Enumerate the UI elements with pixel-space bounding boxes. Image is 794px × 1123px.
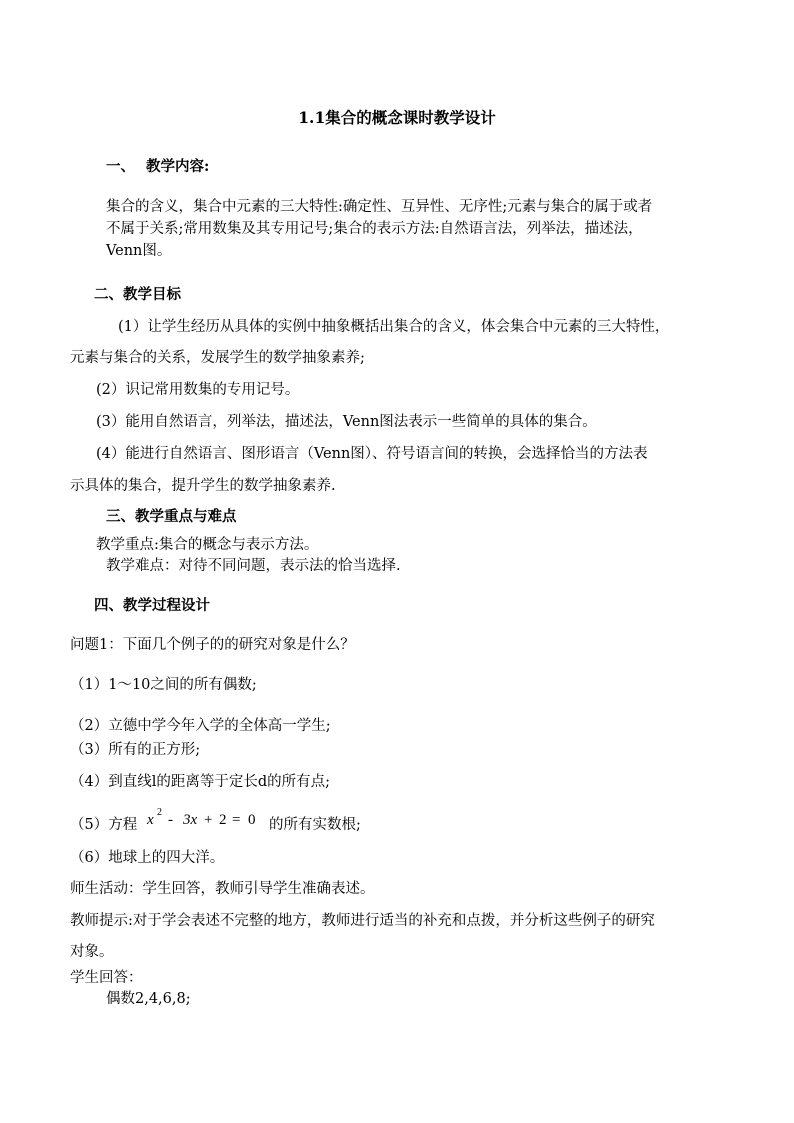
section2-line-6: 示具体的集合，提升学生的数学抽象素养. <box>70 478 336 494</box>
teacher-student-activity: 师生活动：学生回答，教师引导学生准确表述。 <box>70 881 375 897</box>
section1-line-2: 不属于关系;常用数集及其专用记号;集合的表示方法:自然语言法，列举法，描述法， <box>106 221 643 237</box>
example-item-3: （3）所有的正方形; <box>70 742 201 758</box>
example-item-5-prefix: （5）方程 <box>70 817 138 833</box>
section1-number: 一、 <box>106 158 135 175</box>
section2-line-1: (1）让学生经历从具体的实例中抽象概括出集合的含义，体会集合中元素的三大特性， <box>118 319 670 335</box>
section1-line-3: Venn图。 <box>106 243 172 259</box>
section3-line-2: 教学难点：对待不同问题，表示法的恰当选择. <box>106 558 401 574</box>
section1-heading: 教学内容: <box>146 158 210 175</box>
section4-heading: 四、教学过程设计 <box>94 597 210 614</box>
equation-equals: = <box>232 812 241 828</box>
section1-line-1: 集合的含义，集合中元素的三大特性:确定性、互异性、无序性;元素与集合的属于或者 <box>106 199 653 215</box>
section3-line-1: 教学重点:集合的概念与表示方法。 <box>96 537 319 553</box>
example-item-5-suffix: 的所有实数根; <box>269 817 361 833</box>
student-answer-1: 偶数2,4,6,8; <box>106 991 191 1007</box>
equation-minus: - <box>168 812 173 828</box>
section2-line-5: (4）能进行自然语言、图形语言（Venn图）、符号语言间的转换，会选择恰当的方法表 <box>96 446 648 462</box>
section2-heading: 二、教学目标 <box>94 286 181 303</box>
equation-0: 0 <box>248 812 256 828</box>
example-item-6: （6）地球上的四大洋。 <box>70 850 225 866</box>
question-1: 问题1：下面几个例子的的研究对象是什么？ <box>70 637 355 653</box>
section3-heading: 三、教学重点与难点 <box>106 508 237 525</box>
equation-plus: + <box>204 812 213 828</box>
student-answer-label: 学生回答： <box>70 970 143 986</box>
section2-line-3: (2）识记常用数集的专用记号。 <box>96 382 300 398</box>
equation-x: x <box>147 812 154 828</box>
equation-3x: 3x <box>183 812 198 828</box>
document-title: 1.1集合的概念课时教学设计 <box>298 108 496 127</box>
example-item-1: （1）1～10之间的所有偶数; <box>70 677 257 693</box>
section2-line-2: 元素与集合的关系，发展学生的数学抽象素养; <box>70 350 365 366</box>
example-item-4: （4）到直线l的距离等于定长d的所有点; <box>70 774 331 790</box>
teacher-hint-line-2: 对象。 <box>70 944 114 960</box>
teacher-hint-line-1: 教师提示:对于学会表述不完整的地方，教师进行适当的补充和点拨，并分析这些例子的研究 <box>70 913 655 929</box>
equation-exponent: 2 <box>157 807 162 818</box>
equation-2: 2 <box>219 812 227 828</box>
section2-line-4: (3）能用自然语言，列举法，描述法，Venn图法表示一些简单的具体的集合。 <box>96 414 597 430</box>
example-item-2: （2）立德中学今年入学的全体高一学生; <box>70 718 331 734</box>
equation <box>145 805 267 833</box>
